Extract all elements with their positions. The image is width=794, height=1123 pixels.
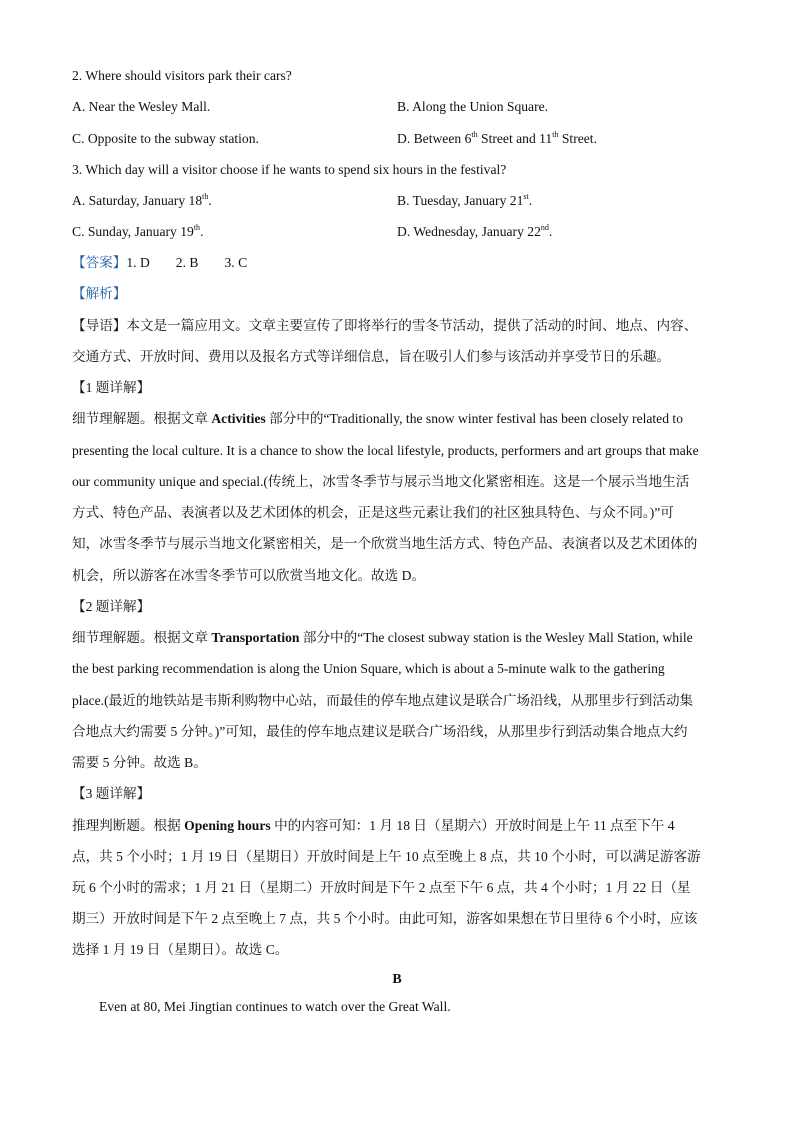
question-3-stem: 3. Which day will a visitor choose if he wants to spend six hours in the festival?	[72, 162, 507, 177]
detail-2-label: 【2 题详解】	[72, 599, 151, 614]
section-b-first-line: Even at 80, Mei Jingtian continues to watch over the Great Wall.	[99, 999, 451, 1014]
q3-option-b: B. Tuesday, January 21st.	[397, 192, 533, 208]
detail-3-line-2: 点，共 5 个小时；1 月 19 日（星期日）开放时间是上午 10 点至晚上 8 点，共 10 个小时，可以满足游客游	[72, 849, 701, 864]
question-2-stem: 2. Where should visitors park their cars?	[72, 68, 292, 83]
detail-2-line-3: place.(最近的地铁站是韦斯利购物中心站，而最佳的停车地点建议是联合广场沿线，从那里步行到活动集	[72, 693, 694, 708]
q2-option-a: A. Near the Wesley Mall.	[72, 99, 211, 114]
detail-1-line-3: our community unique and special.(传统上，冰雪冬季节与展示当地文化紧密相连。这是一个展示当地生活	[72, 474, 690, 489]
guide-line-2: 交通方式、开放时间、费用以及报名方式等详细信息，旨在吸引人们参与该活动并享受节日的乐趣。	[72, 349, 671, 364]
guide-label: 【导语】	[72, 318, 127, 333]
answer-line	[72, 253, 724, 273]
q3-option-d: D. Wednesday, January 22nd.	[397, 223, 553, 239]
detail-1-label: 【1 题详解】	[72, 380, 151, 395]
detail-3-line-3: 玩 6 个小时的需求；1 月 21 日（星期二）开放时间是下午 2 点至下午 6 点，共 4 个小时；1 月 22 日（星	[72, 880, 691, 895]
detail-2-line-5: 需要 5 分钟。故选 B。	[72, 755, 207, 770]
detail-3-line-1: 推理判断题。根据 Opening hours 中的内容可知：1 月 18 日（星期六）开放时间是上午 11 点至下午 4	[72, 818, 675, 833]
answer-3: 3. C	[224, 255, 248, 270]
detail-3-label: 【3 题详解】	[72, 786, 151, 801]
q2-option-c: C. Opposite to the subway station.	[72, 131, 259, 146]
detail-1-line-4: 方式、特色产品、表演者以及艺术团体的机会，正是这些元素让我们的社区独具特色、与众不同。)”可	[72, 505, 674, 520]
detail-1-line-2: presenting the local culture. It is a chance to show the local lifestyle, products, performers and art groups that make	[72, 443, 699, 458]
q3-option-c: C. Sunday, January 19th.	[72, 223, 204, 239]
guide-line-1: 【导语】本文是一篇应用文。文章主要宣传了即将举行的雪冬节活动，提供了活动的时间、地点、内容、	[72, 318, 698, 333]
detail-1-line-5: 知，冰雪冬季节与展示当地文化紧密相关，是一个欣赏当地生活方式、特色产品、表演者以及艺术团体的	[72, 536, 698, 551]
section-b-heading: B	[392, 972, 402, 987]
detail-1-line-1: 细节理解题。根据文章 Activities 部分中的“Traditionally, the snow winter festival has been closely related to	[72, 411, 683, 426]
q3-option-a: A. Saturday, January 18th.	[72, 192, 212, 208]
detail-2-line-4: 合地点大约需要 5 分钟。)”可知，最佳的停车地点建议是联合广场沿线，从那里步行到活动集合地点大约	[72, 724, 688, 739]
answer-2: 2. B	[175, 255, 199, 270]
detail-1-line-6: 机会，所以游客在冰雪冬季节可以欣赏当地文化。故选 D。	[72, 568, 426, 583]
answer-1: 1. D	[126, 255, 150, 270]
q2-option-b: B. Along the Union Square.	[397, 99, 549, 114]
q2-option-d: D. Between 6th Street and 11th Street.	[397, 130, 597, 146]
detail-3-line-4: 期三）开放时间是下午 2 点至晚上 7 点，共 5 个小时。由此可知，游客如果想在节日里待 6 个小时，应该	[72, 911, 698, 926]
analysis-label: 【解析】	[72, 286, 127, 301]
detail-2-line-2: the best parking recommendation is along the Union Square, which is about a 5-minute walk to the gathering	[72, 661, 665, 676]
detail-3-line-5: 选择 1 月 19 日（星期日）。故选 C。	[72, 942, 289, 957]
detail-2-line-1: 细节理解题。根据文章 Transportation 部分中的“The closest subway station is the Wesley Mall Station, while	[72, 630, 693, 645]
answer-label: 【答案】	[72, 255, 127, 270]
